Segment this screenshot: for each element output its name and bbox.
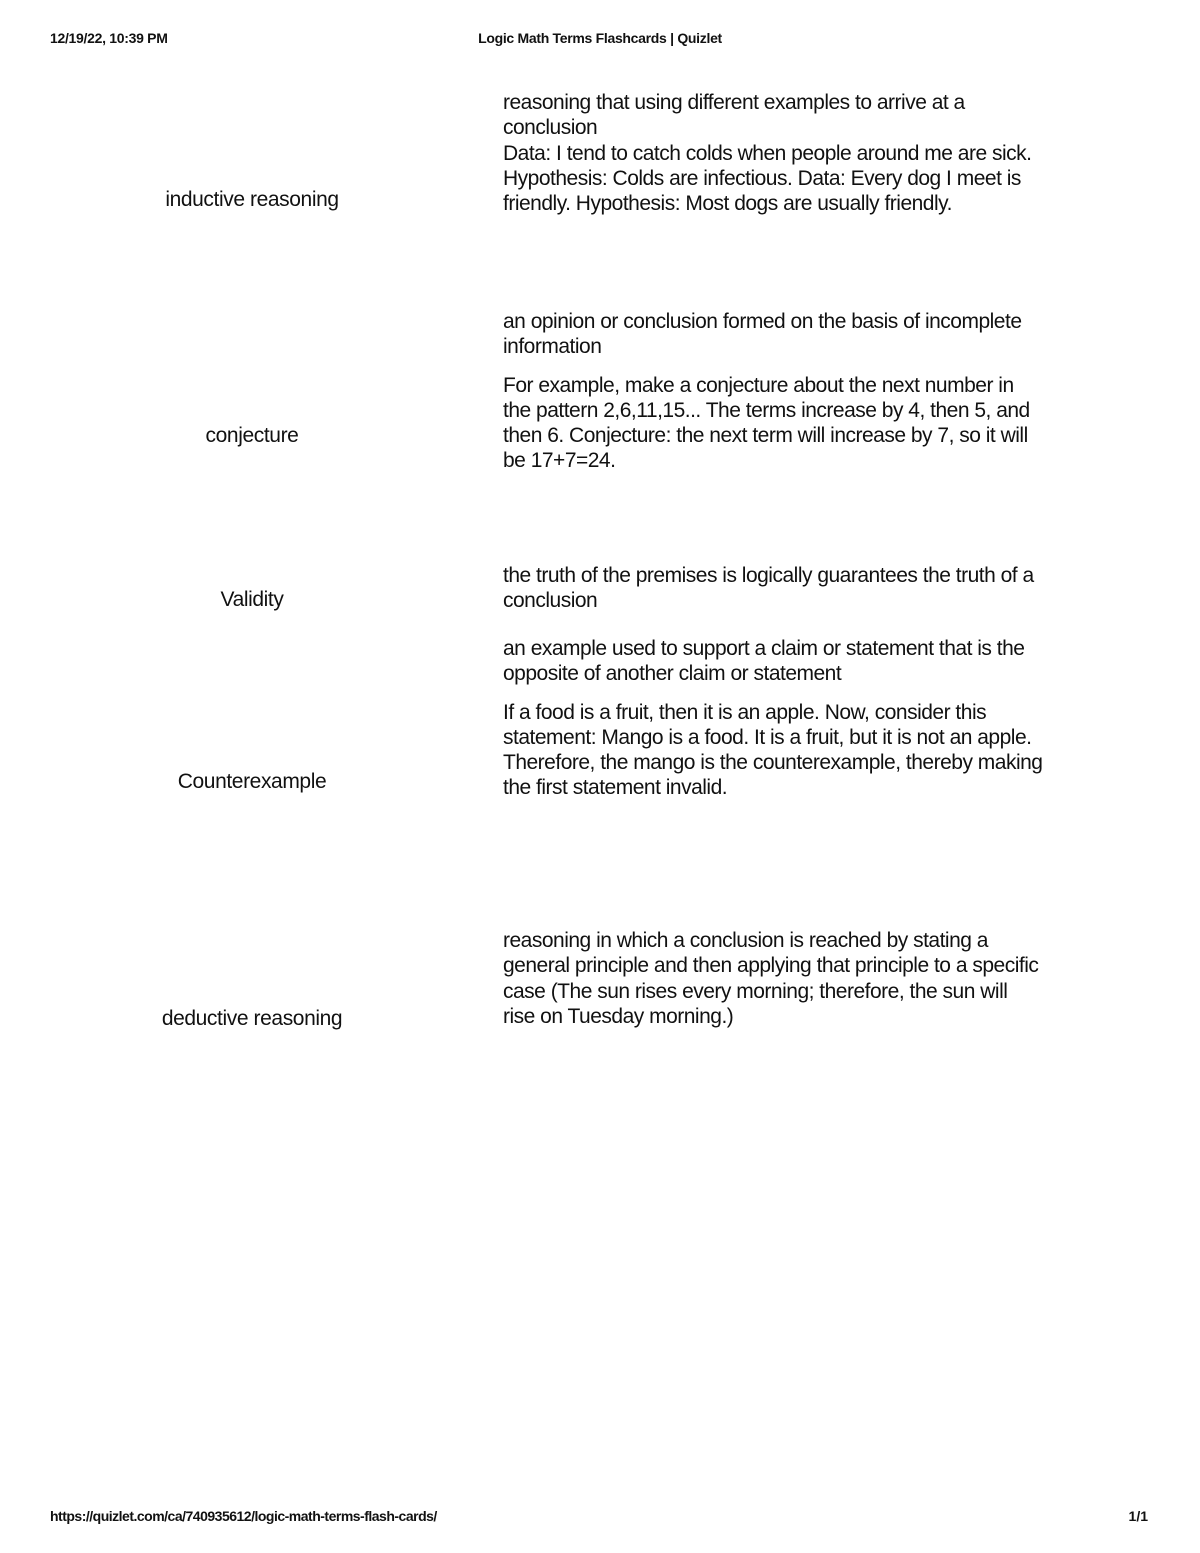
card-term: Validity bbox=[220, 588, 284, 611]
definition-example: If a food is a fruit, then it is an apple. Now, consider this statement: Mango is a food. It is a fruit, but it is not an apple. Therefore, the mango is the counterexample, thereby making the first statement invalid. bbox=[503, 700, 1043, 800]
print-date: 12/19/22, 10:39 PM bbox=[50, 30, 168, 46]
definition-text: reasoning that using different examples to arrive at a conclusion bbox=[503, 91, 965, 140]
source-url: https://quizlet.com/ca/740935612/logic-math-terms-flash-cards/ bbox=[50, 1508, 437, 1524]
definition-text: an example used to support a claim or statement that is the opposite of another claim or statement bbox=[503, 637, 1025, 686]
definition-example: For example, make a conjecture about the next number in the pattern 2,6,11,15... The terms increase by 4, then 5, and then 6. Conjecture: the next term will increase by 7, so it will be 17+7=24. bbox=[503, 373, 1030, 473]
page-title: Logic Math Terms Flashcards | Quizlet bbox=[478, 30, 722, 46]
definition-text: the truth of the premises is logically guarantees the truth of a conclusion bbox=[503, 564, 1034, 613]
card-term: deductive reasoning bbox=[161, 1007, 343, 1030]
card-term: inductive reasoning bbox=[165, 188, 339, 211]
card-definition bbox=[503, 563, 1043, 614]
card-term: Counterexample bbox=[177, 770, 327, 793]
definition-text: reasoning in which a conclusion is reached by stating a general principle and then applying that principle to a specific case (The sun rises every morning; therefore, the sun will rise on Tuesday morning.) bbox=[503, 929, 1039, 1028]
card-definition bbox=[503, 928, 1043, 1029]
definition-example: Data: I tend to catch colds when people around me are sick. Hypothesis: Colds are infectious. Data: Every dog I meet is friendly. Hypothesis: Most dogs are usually friendly. bbox=[503, 141, 1032, 216]
page-number: 1/1 bbox=[1128, 1508, 1148, 1524]
card-definition bbox=[503, 309, 1043, 474]
card-term: conjecture bbox=[205, 424, 299, 447]
card-definition bbox=[503, 90, 1043, 216]
card-definition bbox=[503, 636, 1043, 801]
definition-text: an opinion or conclusion formed on the basis of incomplete information bbox=[503, 310, 1022, 359]
